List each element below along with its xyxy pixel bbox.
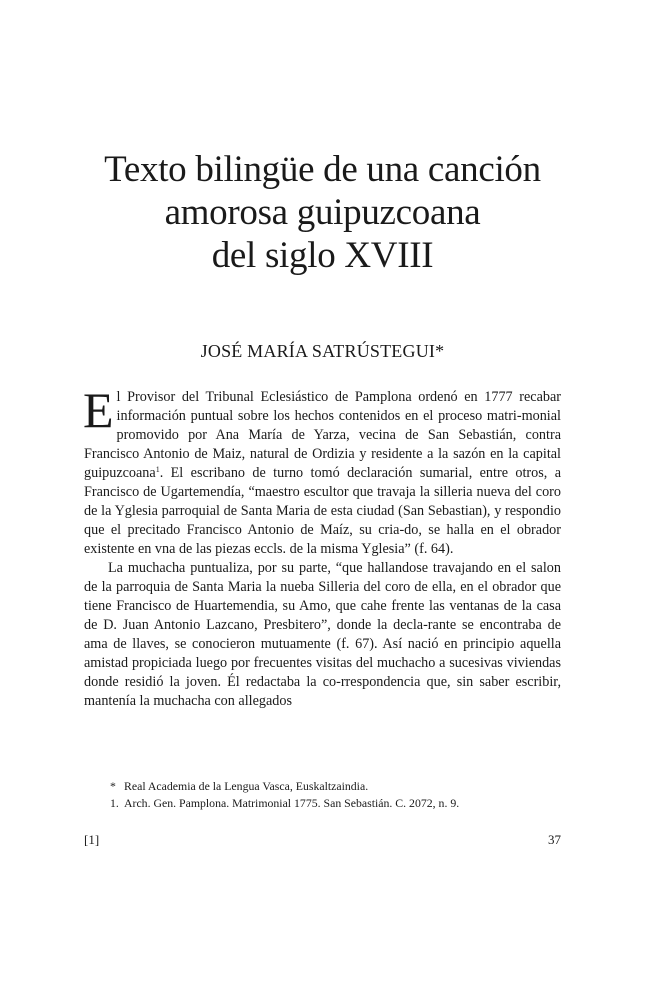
paragraph-1-text-b: . El escribano de turno tomó declaración sumarial, entre otros, a Francisco de Ugartemendía, “maestro escultor que travaja la silleria nueva del coro de la Yglesia parroquial de Santa Maria de esta ciudad (San Sebastian), y respondio que el precitado Francisco Antonio de Maíz, su cria-do, se halla en el obrador existente en vna de las piezas eccls. de la misma Yglesia” (f. 64). [84, 465, 561, 557]
drop-cap: E [83, 382, 114, 438]
paragraph-1 [83, 382, 561, 559]
article-title [60, 148, 585, 277]
paragraph-1-text-a: l Provisor del Tribunal Eclesiástico de Pamplona ordenó en 1777 recabar información puntual sobre los hechos contenidos en el proceso matri-monial promovido por Ana María de Yarza, vecina de San Sebastián, contra Francisco Antonio de Maiz, natural de Ordizia y residente a la sazón en la capital guipuzcoana [84, 389, 561, 481]
author-name: JOSÉ MARÍA SATRÚSTEGUI* [200, 341, 445, 361]
paragraph-2: La muchacha puntualiza, por su parte, “que hallandose travajando en el salon de la parroquia de Santa Maria la nueba Silleria del coro de ella, en el obrador que tiene Francisco de Huartemendia, su Amo, que cahe frente las ventanas de la casa de D. Juan Antonio Lazcano, Presbitero”, donde la decla-rante se encontraba de ama de llaves, se conocieron mutuamente (f. 67). Así nació en principio aquella amistad propiciada luego por frecuentes visitas del muchacho a sucesivas viviendas donde residió la joven. Él redactaba la co-rrespondencia que, sin saber escribir, mantenía la muchacha con allegados [84, 560, 561, 709]
footnotes [84, 778, 561, 812]
article-body [83, 382, 561, 711]
footnote-mark: * [110, 779, 116, 793]
footnote-mark: 1. [110, 796, 119, 810]
footnote-text: Arch. Gen. Pamplona. Matrimonial 1775. San Sebastián. C. 2072, n. 9. [124, 796, 460, 810]
page-marker: [1] [84, 832, 100, 847]
footnote-1 [110, 795, 561, 812]
title-line-2: amorosa guipuzcoana [164, 192, 481, 233]
title-line-3: del siglo XVIII [211, 235, 434, 276]
footnote-ref-1[interactable]: 1 [155, 465, 160, 474]
footnote-author [110, 778, 561, 795]
footnote-text: Real Academia de la Lengua Vasca, Euskaltzaindia. [124, 779, 369, 793]
title-line-1: Texto bilingüe de una canción [104, 149, 541, 190]
page-number: 37 [548, 832, 561, 847]
